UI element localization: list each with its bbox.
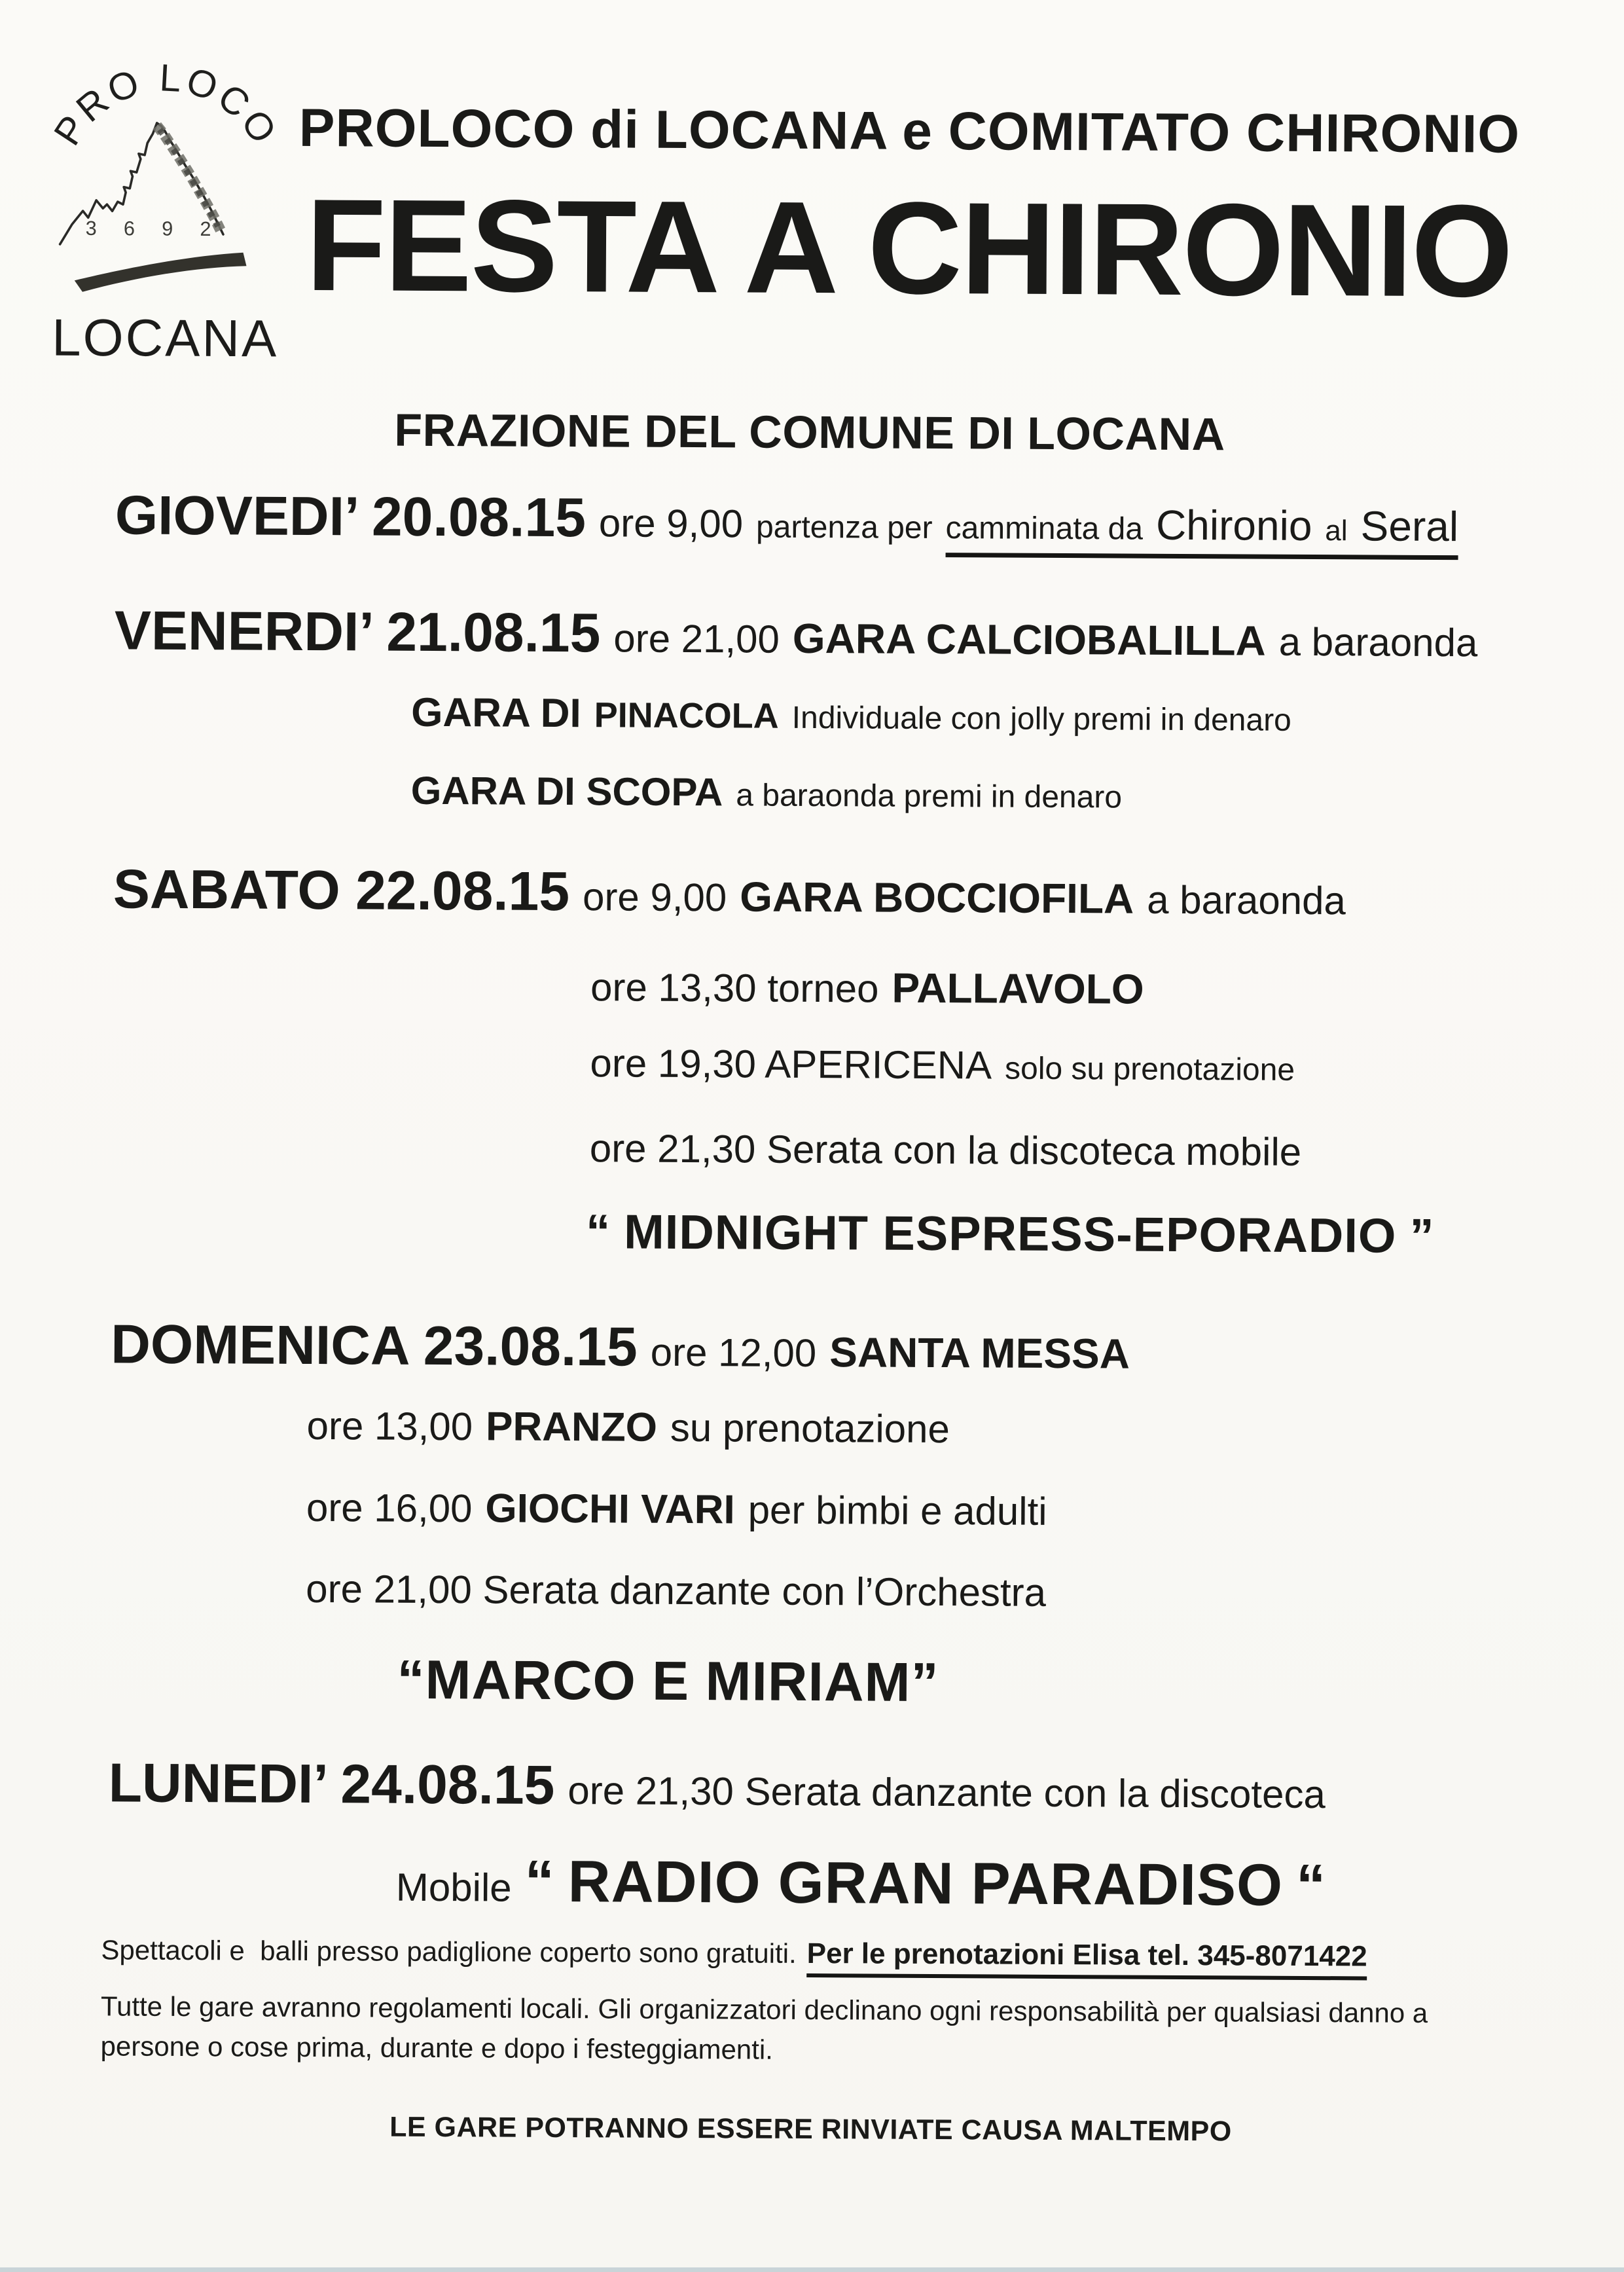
- schedule-line-apericena: [590, 1041, 1526, 1088]
- detail-text: Individuale con jolly premi in denaro: [791, 700, 1291, 738]
- detail-text: a baraonda: [1278, 619, 1478, 665]
- schedule-line-sabato: [113, 858, 1528, 923]
- close-quote: ”: [1409, 1208, 1435, 1264]
- event-label: GARA BOCCIOFILA: [740, 873, 1134, 923]
- schedule-line-discoteca: [589, 1126, 1526, 1174]
- event-label-small: PINACOLA: [594, 695, 779, 736]
- event-label: GARA DI: [411, 689, 581, 737]
- schedule-line-marco-e-miriam: [397, 1648, 1523, 1713]
- schedule-line-pallavolo: [590, 965, 1527, 1012]
- detail-text: Mobile: [395, 1865, 512, 1910]
- time-label: ore 21,00 Serata danzante con l’Orchestra: [306, 1566, 1047, 1615]
- day-label: DOMENICA 23.08.15: [110, 1313, 638, 1378]
- day-label: GIOVEDI’ 20.08.15: [115, 484, 586, 549]
- close-quote: “: [1295, 1852, 1327, 1919]
- time-label: ore 21,30 Serata con la discoteca mobile: [589, 1126, 1302, 1174]
- schedule-line-pranzo: [306, 1403, 1525, 1453]
- day-label: LUNEDI’ 24.08.15: [108, 1751, 555, 1816]
- schedule-line-midnight-band: [585, 1204, 1526, 1264]
- altitude-text: 3 6 9 2: [85, 217, 222, 241]
- detail-text: su prenotazione: [670, 1405, 950, 1452]
- schedule-line-lunedi: [108, 1751, 1523, 1817]
- time-label: ore 19,30 APERICENA: [590, 1041, 992, 1088]
- walk-destination: Seral: [1360, 502, 1459, 551]
- time-label: ore 13,00: [306, 1403, 473, 1449]
- walk-al: al: [1325, 515, 1348, 547]
- band-name: RADIO GRAN PARADISO: [568, 1849, 1284, 1918]
- footer-weather-notice: LE GARE POTRANNO ESSERE RINVIATE CAUSA MALTEMPO: [389, 2111, 1232, 2148]
- event-label: GARA CALCIOBALILLA: [792, 614, 1266, 665]
- footer-free-shows-text: Spettacoli e balli presso padiglione coperto sono gratuiti.: [101, 1934, 797, 1969]
- subtitle: FRAZIONE DEL COMUNE DI LOCANA: [394, 404, 1225, 460]
- header-text-block: [286, 60, 1532, 325]
- band-name: “MARCO E MIRIAM”: [397, 1648, 939, 1713]
- event-label: GARA DI SCOPA: [410, 768, 723, 815]
- day-label: VENERDI’ 21.08.15: [114, 599, 601, 664]
- schedule-line-radio-gran-paradiso: [395, 1848, 1523, 1919]
- day-label: SABATO 22.08.15: [113, 858, 570, 923]
- page-title: FESTA A CHIRONIO: [305, 172, 1513, 325]
- schedule-line-domenica: [110, 1313, 1525, 1378]
- flyer-header: [0, 0, 1624, 377]
- footer: [0, 1933, 1614, 2150]
- detail-text: per bimbi e adulti: [748, 1488, 1047, 1533]
- schedule-line-venerdi: [114, 599, 1529, 665]
- walk-small-text: camminata da: [945, 511, 1144, 547]
- time-label: ore 13,30 torneo: [590, 965, 879, 1011]
- footer-info-line: [101, 1933, 1522, 1981]
- detail-text: partenza per: [755, 509, 933, 545]
- logo-town-text: LOCANA: [52, 308, 279, 367]
- logo-graphic: [44, 58, 287, 367]
- time-label: ore 21,00: [613, 616, 780, 661]
- footer-disclaimer-text: Tutte le gare avranno regolamenti locali. Gli organizzatori declinano ogni responsabilità per qualsiasi danno a persone o cose prima, durante e dopo i festeggiamenti.: [100, 1990, 1428, 2065]
- event-label: PALLAVOLO: [892, 964, 1144, 1013]
- open-quote: “: [585, 1204, 611, 1259]
- event-label: GIOCHI VARI: [485, 1486, 735, 1533]
- organizer-line: PROLOCO di LOCANA e COMITATO CHIRONIO: [298, 98, 1521, 164]
- schedule: [0, 484, 1621, 1919]
- schedule-line-serata-orchestra: [306, 1566, 1524, 1615]
- band-name: MIDNIGHT ESPRESS-EPORADIO: [623, 1204, 1397, 1263]
- swoosh-icon: [75, 251, 247, 293]
- schedule-line-pinacola: [411, 689, 1528, 739]
- time-label: ore 9,00: [582, 875, 727, 920]
- pro-loco-locana-logo: [44, 58, 287, 371]
- time-label: ore 12,00: [650, 1330, 817, 1376]
- time-label: ore 16,00: [306, 1485, 473, 1531]
- schedule-line-scopa: [410, 768, 1528, 816]
- schedule-line-giovedi: [115, 484, 1530, 560]
- time-label: ore 21,30 Serata danzante con la discoteca: [568, 1768, 1326, 1817]
- open-quote: “: [524, 1848, 555, 1915]
- detail-text: a baraonda premi in denaro: [736, 778, 1123, 815]
- event-label: PRANZO: [485, 1404, 658, 1450]
- booking-phone-text: Per le prenotazioni Elisa tel. 345-8071422: [807, 1937, 1367, 1980]
- walk-place: Chironio: [1155, 501, 1312, 550]
- schedule-line-giochi: [306, 1485, 1525, 1535]
- pro-loco-arc-text: PRO LOCO: [45, 58, 287, 154]
- mountain-ridge-shading-dark: [159, 130, 219, 227]
- time-label: ore 9,00: [598, 501, 744, 546]
- detail-text: a baraonda: [1147, 877, 1346, 923]
- event-label: SANTA MESSA: [829, 1328, 1130, 1378]
- detail-text: solo su prenotazione: [1004, 1051, 1295, 1088]
- walk-route-underlined: [945, 503, 1458, 560]
